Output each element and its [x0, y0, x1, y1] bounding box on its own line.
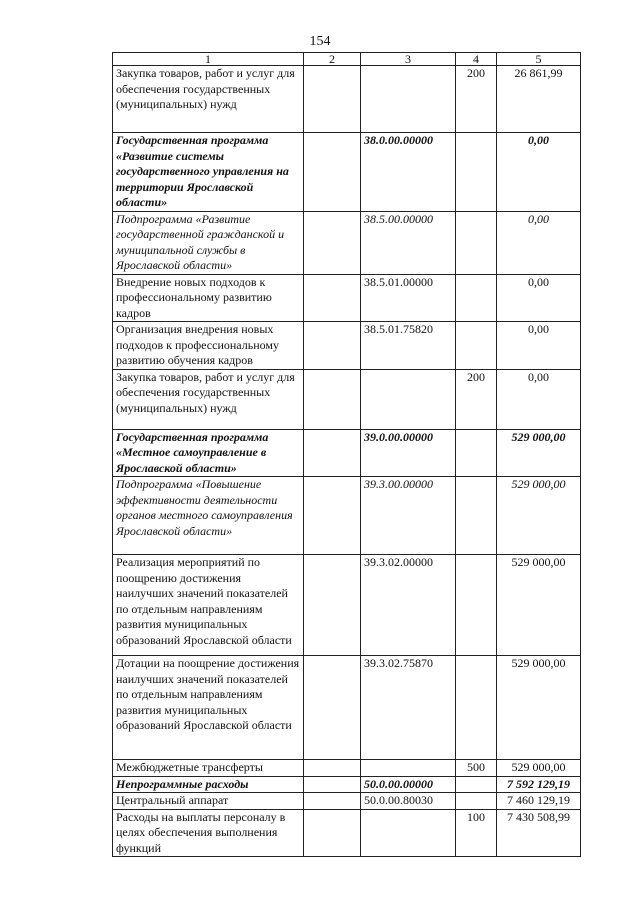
- row-col2-cell: [304, 429, 361, 477]
- row-col2-cell: [304, 274, 361, 322]
- table-row: [113, 322, 581, 370]
- row-amount-cell: 529 000,00: [497, 429, 581, 477]
- row-col2-cell: [304, 369, 361, 429]
- table-row: [113, 555, 581, 656]
- row-code-cell: [361, 760, 456, 777]
- budget-table: [112, 52, 581, 857]
- row-code-cell: [361, 809, 456, 857]
- row-code-cell: 38.0.00.00000: [361, 133, 456, 212]
- table-row: [113, 477, 581, 555]
- row-name-cell: Дотации на поощрение достижения наилучших значений показателей по отдельным направлениям развития муниципальных образований Ярославской области: [113, 656, 304, 760]
- row-amount-cell: 7 592 129,19: [497, 776, 581, 793]
- row-amount-cell: 529 000,00: [497, 760, 581, 777]
- row-code-cell: 39.0.00.00000: [361, 429, 456, 477]
- row-code-cell: 38.5.00.00000: [361, 211, 456, 274]
- row-name-cell: Закупка товаров, работ и услуг для обеспечения государственных (муниципальных) нужд: [113, 66, 304, 133]
- row-code-cell: 38.5.01.00000: [361, 274, 456, 322]
- row-type-cell: [456, 656, 497, 760]
- row-amount-cell: 0,00: [497, 322, 581, 370]
- row-amount-cell: 0,00: [497, 211, 581, 274]
- row-type-cell: 200: [456, 369, 497, 429]
- row-amount-cell: 0,00: [497, 133, 581, 212]
- row-type-cell: [456, 322, 497, 370]
- row-col2-cell: [304, 211, 361, 274]
- row-type-cell: [456, 793, 497, 810]
- row-type-cell: [456, 477, 497, 555]
- row-name-cell: Государственная программа «Местное самоуправление в Ярославской области»: [113, 429, 304, 477]
- row-type-cell: [456, 429, 497, 477]
- row-name-cell: Внедрение новых подходов к профессиональному развитию кадров: [113, 274, 304, 322]
- row-name-cell: Реализация мероприятий по поощрению достижения наилучших значений показателей по отдельным направлениям развития муниципальных образований Ярославской области: [113, 555, 304, 656]
- row-amount-cell: 7 460 129,19: [497, 793, 581, 810]
- row-col2-cell: [304, 66, 361, 133]
- table-header-row: [113, 53, 581, 66]
- row-type-cell: 500: [456, 760, 497, 777]
- row-name-cell: Подпрограмма «Развитие государственной гражданской и муниципальной службы в Ярославской области»: [113, 211, 304, 274]
- row-col2-cell: [304, 133, 361, 212]
- row-code-cell: 50.0.00.00000: [361, 776, 456, 793]
- row-code-cell: 38.5.01.75820: [361, 322, 456, 370]
- row-code-cell: 39.3.00.00000: [361, 477, 456, 555]
- row-type-cell: [456, 274, 497, 322]
- row-col2-cell: [304, 793, 361, 810]
- row-amount-cell: 529 000,00: [497, 656, 581, 760]
- row-col2-cell: [304, 555, 361, 656]
- table-row: [113, 809, 581, 857]
- row-amount-cell: 529 000,00: [497, 555, 581, 656]
- row-amount-cell: 0,00: [497, 369, 581, 429]
- row-name-cell: Закупка товаров, работ и услуг для обеспечения государственных (муниципальных) нужд: [113, 369, 304, 429]
- table-row: [113, 429, 581, 477]
- row-type-cell: [456, 776, 497, 793]
- page-number: 154: [309, 34, 331, 49]
- row-code-cell: 39.3.02.00000: [361, 555, 456, 656]
- row-col2-cell: [304, 322, 361, 370]
- table-row: [113, 760, 581, 777]
- table-row: [113, 133, 581, 212]
- row-col2-cell: [304, 760, 361, 777]
- row-amount-cell: 529 000,00: [497, 477, 581, 555]
- row-code-cell: [361, 369, 456, 429]
- row-col2-cell: [304, 477, 361, 555]
- header-cell-4: 4: [456, 53, 497, 66]
- header-cell-5: 5: [497, 53, 581, 66]
- table-row: [113, 211, 581, 274]
- row-amount-cell: 7 430 508,99: [497, 809, 581, 857]
- row-name-cell: Центральный аппарат: [113, 793, 304, 810]
- table-row: [113, 776, 581, 793]
- row-amount-cell: 26 861,99: [497, 66, 581, 133]
- row-name-cell: Организация внедрения новых подходов к профессиональному развитию обучения кадров: [113, 322, 304, 370]
- header-cell-3: 3: [361, 53, 456, 66]
- row-name-cell: Межбюджетные трансферты: [113, 760, 304, 777]
- table-row: [113, 369, 581, 429]
- row-name-cell: Государственная программа «Развитие системы государственного управления на территории Ярославской области»: [113, 133, 304, 212]
- header-cell-1: 1: [113, 53, 304, 66]
- row-type-cell: [456, 211, 497, 274]
- row-amount-cell: 0,00: [497, 274, 581, 322]
- row-col2-cell: [304, 809, 361, 857]
- row-type-cell: [456, 133, 497, 212]
- row-type-cell: 200: [456, 66, 497, 133]
- row-code-cell: [361, 66, 456, 133]
- table-row: [113, 66, 581, 133]
- row-type-cell: 100: [456, 809, 497, 857]
- table-row: [113, 274, 581, 322]
- row-name-cell: Расходы на выплаты персоналу в целях обеспечения выполнения функций: [113, 809, 304, 857]
- row-col2-cell: [304, 776, 361, 793]
- table-row: [113, 656, 581, 760]
- row-col2-cell: [304, 656, 361, 760]
- table-row: [113, 793, 581, 810]
- row-name-cell: Подпрограмма «Повышение эффективности деятельности органов местного самоуправления Ярославской области»: [113, 477, 304, 555]
- header-cell-2: 2: [304, 53, 361, 66]
- row-code-cell: 39.3.02.75870: [361, 656, 456, 760]
- row-code-cell: 50.0.00.80030: [361, 793, 456, 810]
- row-name-cell: Непрограммные расходы: [113, 776, 304, 793]
- row-type-cell: [456, 555, 497, 656]
